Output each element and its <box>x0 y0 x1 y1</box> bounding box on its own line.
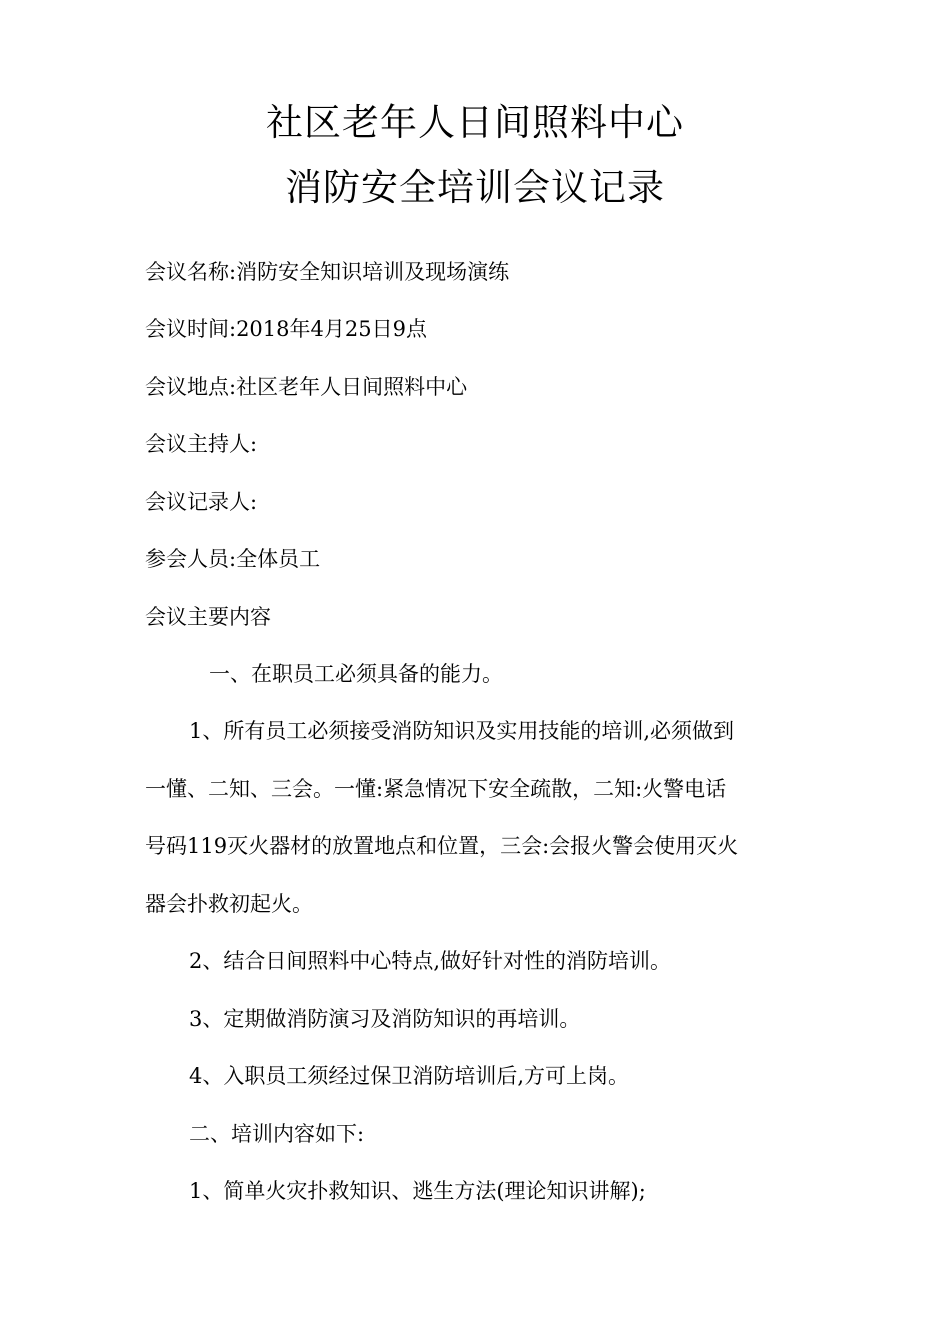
section1-item3: 3、定期做消防演习及消防知识的再培训。 <box>189 1007 581 1031</box>
section1-item1-line2: 一懂、二知、三会。一懂:紧急情况下安全疏散，二知:火警电话 <box>145 777 727 801</box>
section1-heading: 一、在职员工必须具备的能力。 <box>209 662 503 686</box>
section1-item1-line4: 器会扑救初起火。 <box>145 892 313 916</box>
meeting-host: 会议主持人: <box>145 432 258 456</box>
document-title-line2: 消防安全培训会议记录 <box>285 166 665 209</box>
document-title-line1: 社区老年人日间照料中心 <box>266 101 684 144</box>
meeting-place: 会议地点:社区老年人日间照料中心 <box>145 375 468 399</box>
section1-item4: 4、入职员工须经过保卫消防培训后,方可上岗。 <box>189 1064 630 1088</box>
meeting-attendees: 参会人员:全体员工 <box>145 547 321 571</box>
meeting-name: 会议名称:消防安全知识培训及现场演练 <box>145 260 510 284</box>
section1-item1-line1: 1、所有员工必须接受消防知识及实用技能的培训,必须做到 <box>189 719 735 743</box>
meeting-time: 会议时间:2018年4月25日9点 <box>145 317 427 341</box>
meeting-recorder: 会议记录人: <box>145 490 258 514</box>
section1-item1-line3: 号码119灭火器材的放置地点和位置，三会:会报火警会使用灭火 <box>145 834 739 858</box>
main-content-heading: 会议主要内容 <box>145 605 271 629</box>
section2-item1: 1、简单火灾扑救知识、逃生方法(理论知识讲解); <box>189 1179 646 1203</box>
section1-item2: 2、结合日间照料中心特点,做好针对性的消防培训。 <box>189 949 672 973</box>
section2-heading: 二、培训内容如下: <box>189 1122 365 1146</box>
